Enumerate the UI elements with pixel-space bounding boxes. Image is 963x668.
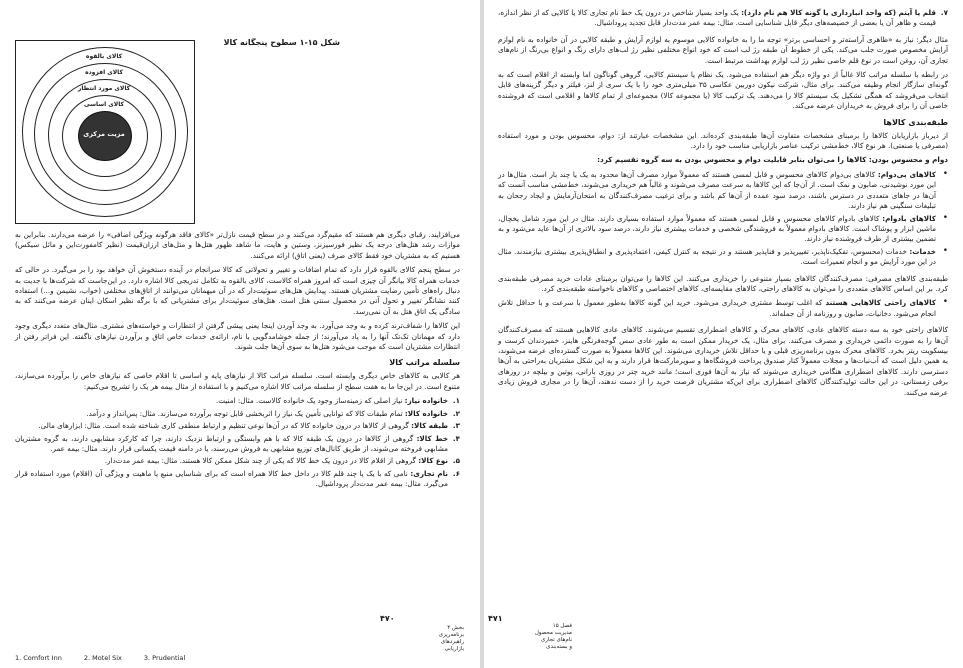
footnote: 3. Prudential	[143, 654, 186, 662]
section-heading: طبقه‌بندی کالاها	[883, 117, 948, 127]
list-number: ۳.	[452, 421, 460, 431]
running-head-line: و بسته‌بندی	[546, 644, 572, 650]
figure-caption: شکل ۱۵-۱ سطوح پنجگانه کالا	[223, 38, 340, 47]
list-number: ۶.	[452, 468, 460, 478]
running-head-line: برنامه‌ریزی	[438, 632, 464, 638]
ring-label-expected: کالای مورد انتظار	[77, 85, 131, 92]
paragraph: در سطح پنجم کالای بالقوه قرار دارد که تمام اضافات و تغییر و تحولاتی که کالا سرانجام در آینده دستخوش آن خواهد بود را بر می‌گیرد. در حالی که خدمات همراه کالا بیانگر آن چیزی است که امروز همراه کالاست، کالای بالقوه به تکامل تدریجی کالا اشاره دارد. در این‌جاست که شرکت‌ها با جدیت به دنبال راه‌های تأمین رضایت مشتریان هستند. پیدایش هتل‌های سوئیت‌دار که در آن میهمانان می‌توانند از اتاق‌های مختلفی (خواب، نشیمن و...) استفاده کنند نشانگر تغییر و تحول آتی در محصول سنتی هتل است. هتل‌های سوئیت‌دار برای مشتریانی که با برگه نظیر اسکان اینان عرضه می‌کنند که به سادگی یک اتاق هتل به آن نمی‌رسد.	[15, 265, 460, 316]
list-text: نیاز اصلی که زمینه‌ساز وجود یک خانواده کالاست. مثال: امنیت.	[216, 396, 403, 406]
list-number: ۵.	[452, 456, 460, 466]
list-text: کالاهای بی‌دوام کالاهای محسوس و قابل لمسی هستند که معمولاً موارد مصرف آن‌ها محدود به یک یا چند بار است. مثال‌ها در این مورد نوشیدنی، صابون و نمک است. از آن‌جا که این کالاها به سرعت مصرف می‌شوند و غالباً هم خریداری می‌شوند، خط‌مشی مناسب آنست که آن‌ها در جاهای متعددی در دسترس باشند، درصد سود عمده از آن‌ها کم باشد و برای ترغیب مصرف‌کنندگان به امتحان‌آزمایش و ایجاد رجحان به تبلیغات سنگینی هم نیاز دارند.	[498, 169, 936, 211]
running-head-line: بخش ۴	[447, 625, 464, 631]
running-head	[402, 625, 464, 653]
list-number: ۴.	[452, 433, 460, 443]
list-number: ۷.	[940, 8, 948, 17]
running-head-line: فصل ۱۵	[552, 623, 572, 629]
list-lead: کالاهای بادوام:	[882, 213, 936, 223]
paragraph: هر کالایی به کالاهای خاص دیگری وابسته است. سلسله مراتب کالا از نیازهای پایه و اساسی تا اقلام خاصی که نیازهای خاص را برآورده می‌سازند، متنوع است. در این‌جا ما به هفت سطح از سلسله مراتب کالا اشاره می‌کنیم و با استفاده از مثال بیمه هر یک را تشریح می‌کنیم:	[15, 371, 460, 391]
paragraph: کالاهای راحتی خود به سه دسته کالاهای عادی، کالاهای محرک و کالاهای اضطراری تقسیم می‌شوند. کالاهای عادی کالاهایی هستند که مصرف‌کنندگان آن‌ها را به صورت دائمی خریداری و مصرف می‌کنند. برای مثال، یک خریدار ممکن است به طور عادی سس گوجه‌فرنگی هاینز، خمیردندان کرست و بیسکویت ریتز بخرد. کالاهای محرک بدون برنامه‌ریزی قبلی و یا حداقل تلاش خریداری می‌شوند. این کالاها معمولاً به صورت گسترده‌ای عرضه می‌شوند، به همین دلیل است که آب‌نبات‌ها و مجلات معمولاً کنار صندوق پرداخت فروشگاه‌ها و سوپرمارکت‌ها قرار دارند و به این شکل مشتریان به‌راحتی به آن‌ها دسترسی دارند. کالاهای اضطراری هنگامی خریداری می‌شوند که نیاز به آن‌ها فوری است؛ مانند خرید چتر در روزی بارانی، پوتین و بیلچه در روزهای برفی زمستانی. در این حالت تولیدکنندگان کالاهای اضطراری برای این‌که مشتریان فرصت خرید را از دست ندهند، آن‌ها را در مجاری فروش زیادی عرضه می‌کنند.	[498, 325, 948, 397]
hierarchy-list	[15, 396, 460, 489]
list-item	[15, 469, 460, 490]
running-head-line: بازاریابی	[444, 646, 464, 652]
list-text: یک واحد بسیار شاخص در درون یک خط نام تجاری کالا یا کالایی که از نظر اندازه، قیمت و ظاهر آن یا بعضی از خصیصه‌های دیگر قابل شناسایی است. مثال: بیمه عمر مدت‌دار قابل تجدید پروداشیال.	[498, 8, 936, 28]
page-number: ۴۷۰	[380, 614, 395, 623]
list-lead: خانواده کالا:	[404, 408, 448, 418]
list-text: نامی که با یک یا چند قلم کالا در داخل خط کالا همراه است که برای شناسایی منبع یا ماهیت و ویژگی آن (اقلام) مورد استفاده قرار می‌گیرد. مثال: بیمه عمر مدت‌دار پروداشیال.	[15, 468, 448, 489]
paragraph: طبقه‌بندی کالاهای مصرفی: مصرف‌کنندگان کالاهای بسیار متنوعی را خریداری می‌کنند. این کالاها را می‌توان برمبنای عادات خرید مصرفی طبقه‌بندی کرد. بر این اساس کالاهای متعددی را می‌توان به کالاهای راحتی، کالاهای مقایسه‌ای، کالاهای اختصاصی و کالاهای ناخواسته طبقه‌بندی کرد.	[498, 273, 948, 293]
paragraph: در رابطه با سلسله مراتب کالا غالباً از دو واژه دیگر هم استفاده می‌شود. یک نظام یا سیستم کالایی، گروهی گوناگون اما وابسته از اقلام است که به گونه‌ای سازگار انجام وظیفه می‌کنند. برای مثال، شرکت نیکون دوربین عکاسی ۳۵ میلی‌متری خود را با یک سری از لنز، فیلتر و دیگر گزینه‌های قابل انتخاب می‌فروشد که همگی تشکیل یک سیستم کالا را می‌دهند. یک ترکیب کالا (یا مجموعه کالا) مجموعه‌ای از تمام کالاها و اقلامی است که فروشنده خاصی آن را برای فروش به خریداران عرضه می‌کند.	[498, 70, 948, 111]
list-item	[498, 247, 948, 268]
list-number: ۲.	[452, 408, 460, 418]
list-text: گروهی از کالاها در درون یک طبقه کالا که با هم وابستگی و ارتباط نزدیک دارند، چرا که کارکرد مشابهی دارند، به گروه مشتریان مشابهی فروخته می‌شوند، از طریق کانال‌های توزیع مشابهی به فروش می‌رسند، یا در دامنه قیمت یکسانی قرار دارند. مثال: بیمه عمر.	[15, 433, 448, 453]
ring-label-core: مزیت مرکزی	[83, 130, 125, 138]
footnote: 1. Comfort Inn	[15, 654, 62, 662]
paragraph: این کالاها را شفاف‌ترند کرده و به وجد می‌آورد. به وجد آوردن اینجا یعنی پیشی گرفتن از انتظارات و خواسته‌های مشتری. مثال‌های متعدد دیگری وجود دارد که مهمانان تک‌تک آنها را به یاد می‌آورند؛ از جمله خوشامدگویی با نام، ارائه‌ی خدمات خاص اتاق و برآوردن نیازهای ناگفته. این فراتر رفتن از انتظارات مشتریان است که موجب می‌شود هتل‌ها به سوی آن‌ها جلب شوند.	[15, 321, 460, 352]
footnotes	[15, 654, 315, 662]
list-lead: خط کالا:	[416, 433, 448, 443]
list-item	[15, 434, 460, 455]
running-head-line: راهبردهای	[440, 639, 464, 645]
paragraph: دوام و محسوس بودن: کالاها را می‌توان بنابر قابلیت دوام و محسوس بودن به سه گروه تقسیم کرد:	[597, 155, 948, 165]
right-body	[498, 8, 948, 402]
list-item	[15, 396, 460, 406]
list-lead: خدمات:	[909, 246, 936, 256]
list-item	[498, 298, 948, 319]
paragraph: از دیرباز بازاریابان کالاها را برمبنای مشخصات متفاوت آن‌ها طبقه‌بندی کرده‌اند. این مشخصات عبارتند از: دوام، محسوس بودن و مورد استفاده (مصرفی یا صنعتی). هر نوع کالا، خط‌مشی ترکیب عناصر بازاریابی مناسب خود را دارد.	[498, 130, 948, 151]
list-text: گروهی از کالاها در درون خانواده کالا که در آن‌ها نوعی تنظیم و ارتباط منطقی کاری شناخته شده است. مثال: ابزارهای مالی.	[38, 421, 409, 431]
footnote: 2. Motel Six	[83, 654, 122, 662]
list-number: ۱.	[452, 396, 460, 406]
list-text: گروهی از اقلام کالا در درون یک خط کالا که یکی از چند شکل ممکن کالا هستند. مثال: بیمه عمر مدت‌دار.	[104, 456, 416, 466]
list-lead: طبقه کالا:	[411, 421, 448, 431]
ring-label-potential: کالای بالقوه	[85, 53, 123, 60]
list-lead: خانواده نیاز:	[404, 396, 448, 406]
list-lead: کالاهای راحتی کالاهایی هستند	[825, 298, 936, 308]
left-body	[15, 230, 460, 492]
right-page	[484, 0, 963, 668]
paragraph: مثال دیگر: نیاز به «ظاهری آراسته‌تر و احساسی برتر» توجه ما را به خانواده کالایی موسوم به لوازم آرایش و طبقه کالایی در آن خانواده به نام لوازم آرایش مخصوص صورت جلب می‌کند. یکی از خطوط آن طبقه رژ لب است که خود انواع مختلفی نظیر رژ لب‌های دارای رنگ و انواع بی‌رنگ از نام‌های تجاری آن، روغن است در نوع قلم خاصی نظیر رژ لب لوازم بهداشت مرتبط است.	[498, 34, 948, 65]
durability-list	[498, 170, 948, 268]
list-lead: نوع کالا:	[418, 456, 448, 466]
section-heading: سلسله مراتب کالا	[389, 358, 460, 368]
list-item	[498, 170, 948, 212]
list-item	[15, 421, 460, 431]
list-text: تمام طبقات کالا که توانایی تأمین یک نیاز را اثربخشی قابل توجه برآورده می‌سازند. مثال: پس‌انداز و درآمد.	[86, 408, 403, 418]
list-item	[15, 409, 460, 419]
convenience-list	[498, 298, 948, 319]
ring-label-basic: کالای اساسی	[84, 101, 124, 108]
list-item	[498, 8, 948, 29]
list-lead: نام تجاری:	[410, 468, 448, 478]
list-item	[498, 214, 948, 245]
list-lead: کالاهای بی‌دوام:	[877, 169, 936, 179]
ring-label-augmented: کالای افزوده	[85, 69, 123, 76]
running-head-line: نام‌های تجاری	[541, 637, 572, 643]
list-text: که اغلب توسط مشتری خریداری می‌شود. خرید این گونه کالاها به‌طور معمول با سرعت و با حداقل تلاش انجام می‌شود. دخانیات، صابون و روزنامه از آن جمله‌اند.	[498, 298, 936, 318]
list-item	[15, 456, 460, 466]
running-head	[512, 623, 572, 651]
list-text: خدمات (محسوس، تفکیک‌ناپذیر، تغییرپذیر و فناپذیر هستند و در نتیجه به کنترل کیفی، اعتمادپذیری و انطباق‌پذیری بیشتری نیازمندند. مثال در این مورد آرایش مو و انجام تعمیرات است.	[498, 246, 936, 267]
left-page	[0, 0, 480, 668]
page-number: ۴۷۱	[488, 614, 503, 623]
paragraph: می‌افزایند. رقبای دیگری هم هستند که مقیم‌گرد می‌کنند و در سطح قیمت نازل‌تر «کالای فاقد هرگونه ویژگی اضافی» را عرضه می‌دارند. بنابراین به موازات رشد هتل‌های درجه یک نظیر فورسیزنز، وستین و هایت، ما شاهد ظهور هتل‌ها و متل‌های ارزان‌قیمت (نظیر کامفورت‌این و مائل سیکس) هستیم که به مشتریان خود فقط کالای صرف (یعنی اتاق) ارائه می‌کنند.	[15, 230, 460, 260]
hierarchy-list-continued	[498, 8, 948, 29]
list-text: کالاهای بادوام کالاهای محسوس و قابل لمسی هستند که معمولاً موارد استفاده بسیاری دارند. مثال در این مورد شامل یخچال، ماشین ابزار و پوشاک است. کالاهای بادوام معمولاً به فروشندگی شخصی و خدمات بیشتری نیاز دارند، درصد سود بالاتری از آن‌ها عاید می‌شود و به تضمین بیشتری از طرف فروشنده نیاز دارند.	[498, 213, 936, 244]
running-head-line: مدیریت محصول	[534, 630, 572, 636]
product-levels-figure	[15, 40, 195, 224]
list-lead: قلم یا آیتم (که واحد انبارداری یا گونه کالا هم نام دارد):	[741, 8, 937, 17]
